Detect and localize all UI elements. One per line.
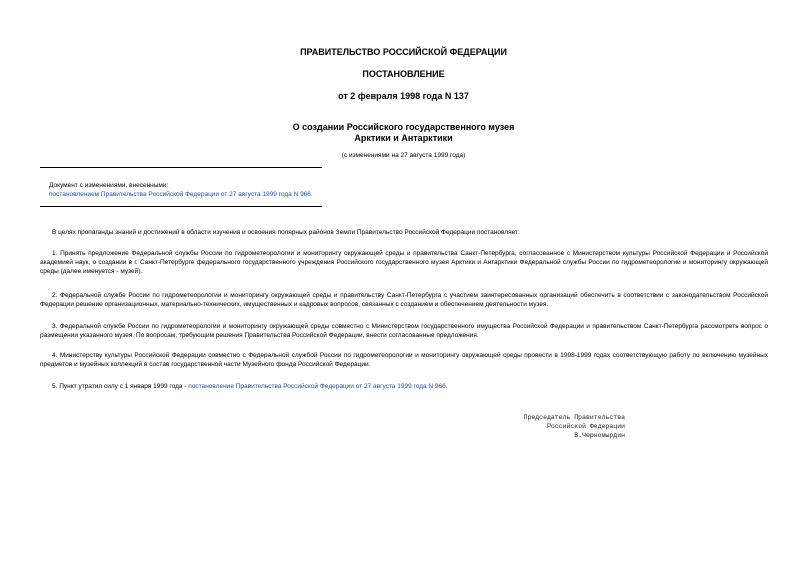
amendment-reference [49, 181, 313, 199]
paragraph-5 [40, 382, 768, 391]
title-line-1: О создании Российского государственного музея [292, 122, 515, 132]
document-type-heading: ПОСТАНОВЛЕНИЕ [362, 69, 445, 79]
signature-position: Председатель Правительства [523, 414, 625, 421]
paragraph-4: 4. Министерству культуры Российской Федерации совместно с Федеральной службой России по гидрометеорологии и мониторингу окружающей среды провести в 1998-1999 годах соответствующую работу по включению музейных предметов и музейных коллекций в состав государственной части Музейного фонда Российской Федерации. [40, 352, 768, 369]
date-number-heading: от 2 февраля 1998 года N 137 [338, 91, 469, 101]
amendment-label: Документ с изменениями, внесенными: [49, 182, 169, 189]
divider-top [40, 167, 322, 168]
signature-country: Российской Федерации [546, 423, 625, 430]
issuer-heading: ПРАВИТЕЛЬСТВО РОССИЙСКОЙ ФЕДЕРАЦИИ [300, 47, 507, 57]
amendments-note: (с изменениями на 27 августа 1999 года) [341, 152, 466, 159]
paragraph-5-text: 5. Пункт утратил силу с 1 января 1999 года - [52, 383, 189, 390]
title-line-2: Арктики и Антарктики [354, 133, 453, 143]
paragraph-2: 2. Федеральной службе России по гидрометеорологии и мониторингу окружающей среды и правительству Санкт-Петербурга с участием заинтересованных организаций обеспечить в соответствии с законодательством Российской Федерации решение организационных, материально-технических, имущественных и кадровых вопросов, связанных с созданием и обеспечением деятельности музея. [40, 292, 768, 309]
document-title [0, 122, 807, 144]
amendment-link[interactable]: постановлением Правительства Российской Федерации от 27 августа 1999 года N 966. [49, 191, 313, 198]
divider-bottom [40, 206, 322, 207]
signature-block [460, 413, 625, 440]
preamble-paragraph: В целях пропаганды знаний и достижений в области изучения и освоения полярных районов Земли Правительство Российской Федерации постановляет: [52, 229, 520, 236]
signature-name: В.Черномырдин [574, 432, 625, 439]
paragraph-1: 1. Принять предложение Федеральной службы России по гидрометеорологии и мониторингу окружающей среды и правительства Санкт-Петербурга, согласованное с Министерством культуры Российской Федерации и Российской академией наук, о создании в г. Санкт-Петербурге федерального государственного учреждения Российского государственного музея Арктики и Антарктики Федеральной службы России по гидрометеорологии и мониторингу окружающей среды (далее именуется - музей). [40, 250, 768, 276]
paragraph-5-link[interactable]: постановление Правительства Российской Федерации от 27 августа 1999 года N 966. [188, 383, 448, 390]
paragraph-3: 3. Федеральной службе России по гидрометеорологии и мониторингу окружающей среды совместно с Министерством государственного имущества Российской Федерации и правительством Санкт-Петербурга рассмотреть вопрос о размещении указанного музея. По вопросам, требующим решения Правительства Российской Федерации, внести согласованные предложения. [40, 323, 768, 340]
